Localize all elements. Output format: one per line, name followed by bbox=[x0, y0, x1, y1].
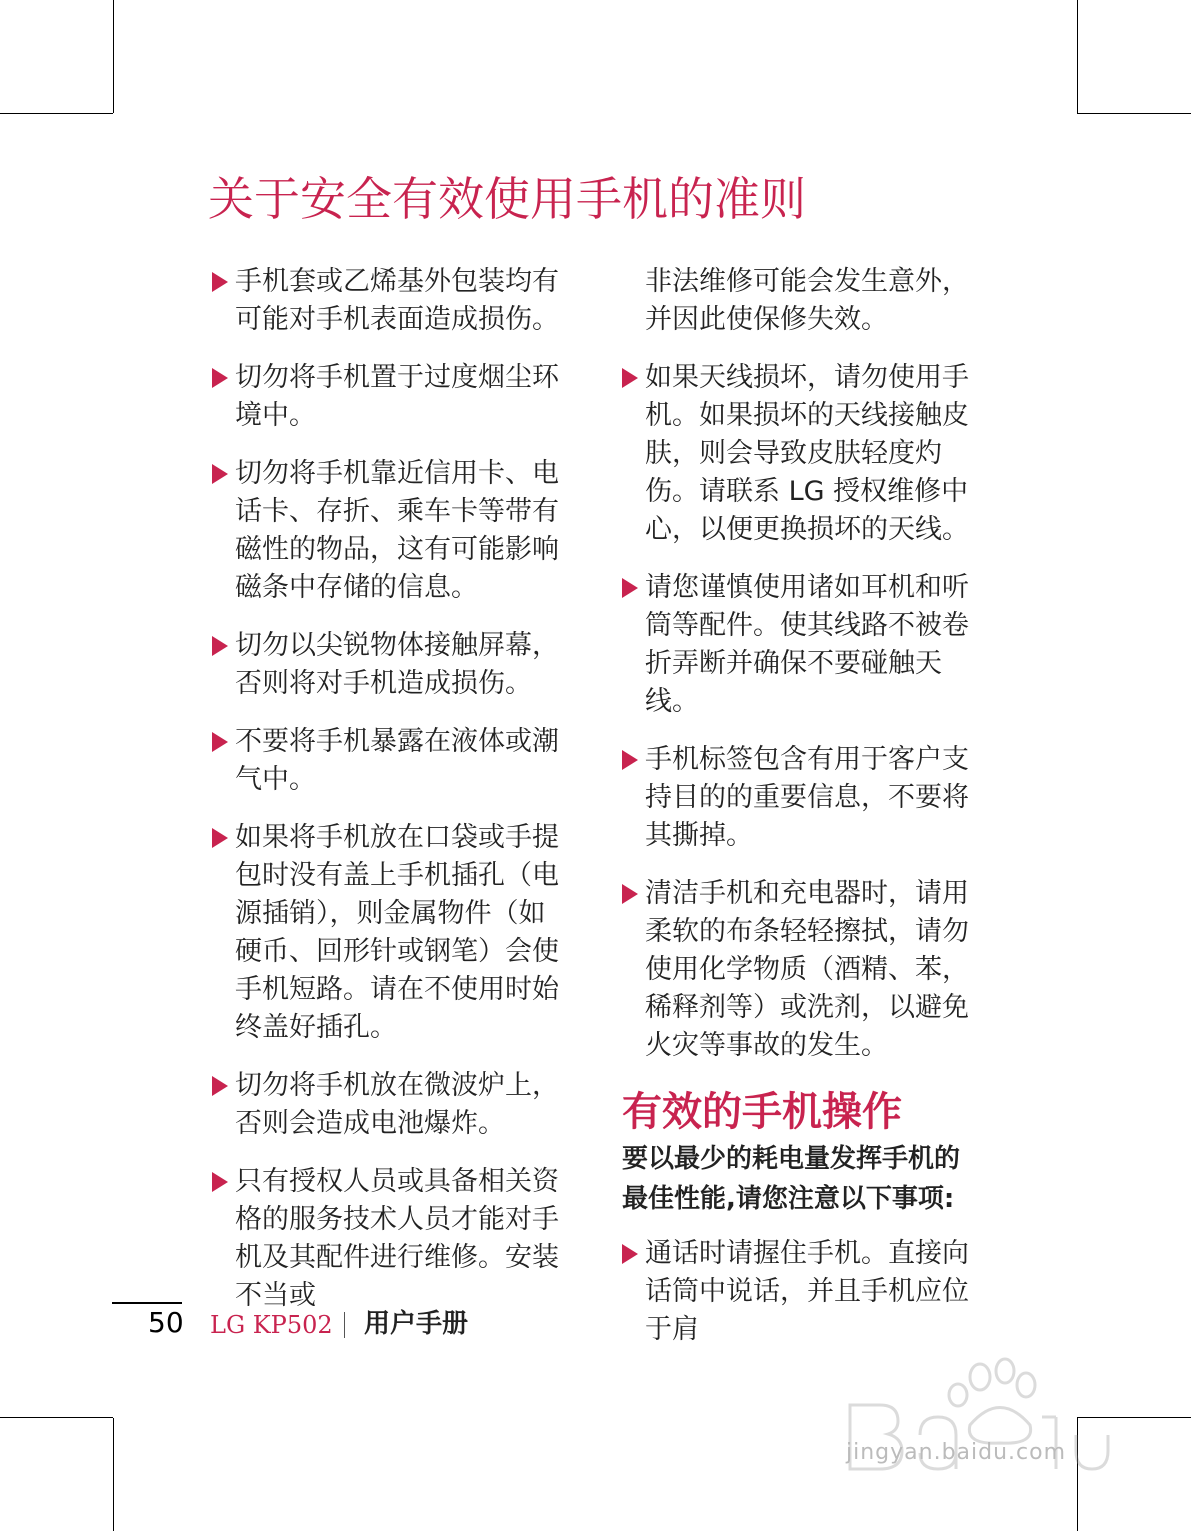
list-item-text: 切勿将手机放在微波炉上，否则会造成电池爆炸。 bbox=[235, 1070, 559, 1139]
list-item-text: 切勿将手机置于过度烟尘环境中。 bbox=[235, 362, 559, 431]
list-item bbox=[212, 359, 572, 435]
list-item bbox=[212, 1163, 572, 1315]
section-intro: 要以最少的耗电量发挥手机的最佳性能,请您注意以下事项: bbox=[622, 1144, 961, 1214]
list-item-text: 切勿以尖锐物体接触屏幕，否则将对手机造成损伤。 bbox=[235, 630, 559, 699]
list-item bbox=[212, 1067, 572, 1143]
list-item bbox=[622, 741, 982, 855]
bullet-arrow-icon bbox=[622, 750, 638, 770]
list-item-text: 通话时请握住手机。直接向话筒中说话，并且手机应位于肩 bbox=[645, 1238, 969, 1345]
list-item-text: 请您谨慎使用诸如耳机和听筒等配件。使其线路不被卷折弄断并确保不要碰触天线。 bbox=[645, 572, 969, 717]
bullet-arrow-icon bbox=[212, 1172, 228, 1192]
bullet-arrow-icon bbox=[622, 884, 638, 904]
bullet-arrow-icon bbox=[212, 828, 228, 848]
section-title: 有效的手机操作 bbox=[622, 1089, 902, 1135]
crop-mark-top-left-h bbox=[0, 113, 113, 114]
list-item bbox=[212, 263, 572, 339]
list-item-text: 如果将手机放在口袋或手提包时没有盖上手机插孔（电源插销），则金属物件（如硬币、回形针或钢笔）会使手机短路。请在不使用时始终盖好插孔。 bbox=[235, 822, 559, 1043]
bullet-arrow-icon bbox=[622, 368, 638, 388]
list-item bbox=[212, 819, 572, 1047]
list-item bbox=[622, 1235, 982, 1349]
bullet-arrow-icon bbox=[212, 368, 228, 388]
list-item-text: 手机标签包含有用于客户支持目的的重要信息，不要将其撕掉。 bbox=[645, 744, 969, 851]
page-title: 关于安全有效使用手机的准则 bbox=[208, 172, 806, 226]
list-item bbox=[212, 627, 572, 703]
list-item bbox=[212, 723, 572, 799]
footer-model: LG KP502 bbox=[210, 1311, 333, 1339]
crop-mark-top-right-v bbox=[1077, 0, 1078, 113]
bullet-arrow-icon bbox=[212, 732, 228, 752]
crop-mark-bottom-left-h bbox=[0, 1417, 113, 1418]
list-item bbox=[212, 455, 572, 607]
right-column bbox=[622, 263, 982, 1369]
list-item-text: 不要将手机暴露在液体或潮气中。 bbox=[235, 726, 559, 795]
bullet-arrow-icon bbox=[622, 1244, 638, 1264]
continued-text: 非法维修可能会发生意外，并因此使保修失效。 bbox=[645, 266, 969, 335]
list-item-text: 手机套或乙烯基外包装均有可能对手机表面造成损伤。 bbox=[235, 266, 559, 335]
list-item bbox=[622, 569, 982, 721]
list-item-text: 如果天线损坏，请勿使用手机。如果损坏的天线接触皮肤，则会导致皮肤轻度灼伤。请联系 LG 授权维修中心，以便更换损坏的天线。 bbox=[645, 362, 969, 545]
crop-mark-bottom-left-v bbox=[113, 1418, 114, 1531]
bullet-arrow-icon bbox=[622, 578, 638, 598]
bullet-arrow-icon bbox=[212, 1076, 228, 1096]
bullet-arrow-icon bbox=[212, 636, 228, 656]
bullet-arrow-icon bbox=[212, 464, 228, 484]
list-item bbox=[622, 359, 982, 549]
baidu-watermark-logo bbox=[840, 1355, 1130, 1485]
list-item bbox=[622, 875, 982, 1065]
crop-mark-top-right-h bbox=[1077, 113, 1191, 114]
crop-mark-top-left-v bbox=[113, 0, 114, 113]
watermark-url: jingyan.baidu.com bbox=[846, 1440, 1067, 1465]
list-item-text: 切勿将手机靠近信用卡、电话卡、存折、乘车卡等带有磁性的物品，这有可能影响磁条中存储的信息。 bbox=[235, 458, 559, 603]
footer-manual-label: 用户手册 bbox=[364, 1309, 469, 1339]
footer-separator bbox=[344, 1312, 345, 1338]
page-number: 50 bbox=[148, 1306, 184, 1339]
list-item-text: 清洁手机和充电器时，请用柔软的布条轻轻擦拭，请勿使用化学物质（酒精、苯，稀释剂等）或洗剂，以避免火灾等事故的发生。 bbox=[645, 878, 969, 1061]
left-column bbox=[212, 263, 572, 1335]
bullet-arrow-icon bbox=[212, 272, 228, 292]
list-item-text: 只有授权人员或具备相关资格的服务技术人员才能对手机及其配件进行维修。安装不当或 bbox=[235, 1166, 559, 1311]
